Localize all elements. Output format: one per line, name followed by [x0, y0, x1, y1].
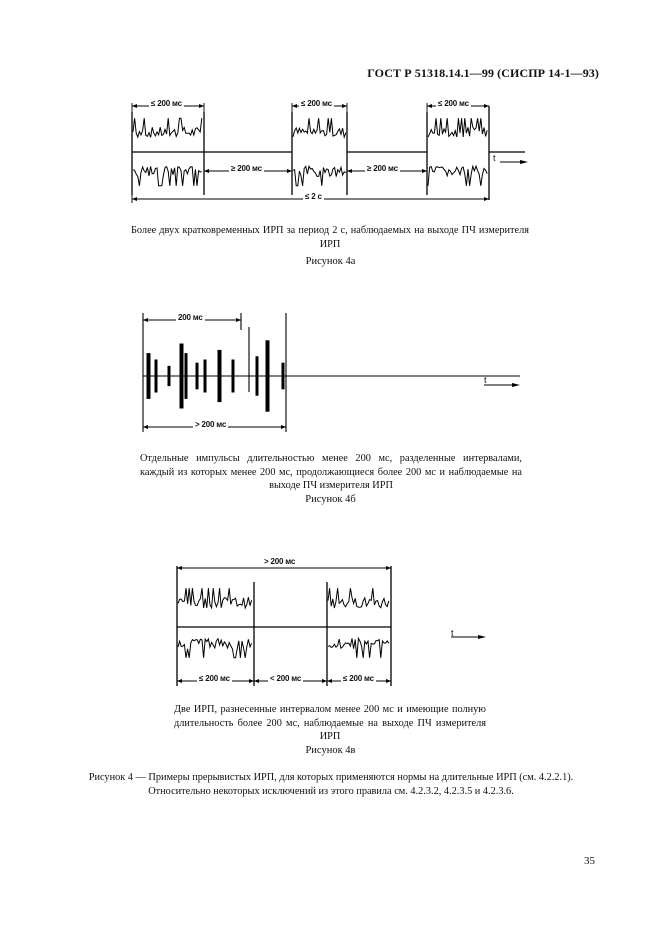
- figure-4c-noise: [178, 588, 389, 658]
- fig4b-caption: Отдельные импульсы длительностью менее 200 мс, разделенные интервалами, каждый из которых менее 200 мс, продолжающиеся более 200 мс и наблюдаемые на выходе ПЧ измерителя ИРП: [140, 453, 522, 491]
- fig4c-burst2-label: ≤ 200 мс: [343, 674, 374, 683]
- page-header: ГОСТ Р 51318.14.1—99 (СИСПР 14-1—93): [367, 66, 599, 80]
- noise-trace: [428, 118, 487, 137]
- pulse-mark: [282, 363, 284, 389]
- fig4a-burst2-label: ≤ 200 мс: [301, 99, 332, 108]
- fig4a-gap1-label: ≥ 200 мс: [231, 164, 262, 173]
- fig4b-bottom-label: > 200 мс: [195, 420, 227, 429]
- noise-trace: [293, 166, 346, 186]
- noise-trace: [428, 166, 487, 186]
- fig4a-burst3-label: ≤ 200 мс: [438, 99, 469, 108]
- noise-trace: [293, 118, 346, 137]
- pulse-mark: [218, 350, 221, 401]
- fig4c-time-axis-label: t: [451, 628, 454, 638]
- fig4b-title: Рисунок 4б: [305, 494, 356, 505]
- fig4a-gap2-label: ≥ 200 мс: [367, 164, 398, 173]
- fig4c-title: Рисунок 4в: [305, 745, 356, 756]
- fig4b-top-label: 200 мс: [178, 313, 203, 322]
- page-number: 35: [584, 855, 595, 867]
- figure-4c-arrows: [177, 566, 486, 683]
- noise-trace: [328, 588, 389, 608]
- pulse-mark: [168, 366, 170, 385]
- pulse-mark: [204, 360, 206, 392]
- figure-4b-lines: [143, 313, 520, 432]
- fig4c-top-label: > 200 мс: [264, 557, 296, 566]
- fig4c-gap-label: < 200 мс: [270, 674, 302, 683]
- pulse-mark: [180, 344, 183, 408]
- noise-trace: [328, 638, 389, 658]
- figure-4b-arrows: [143, 318, 520, 429]
- fig4a-time-axis-label: t: [493, 153, 496, 163]
- fig4a-burst1-label: ≤ 200 мс: [151, 99, 182, 108]
- figure-4c-lines: [177, 566, 391, 686]
- fig4a-title: Рисунок 4а: [305, 256, 356, 267]
- noise-trace: [178, 588, 252, 608]
- pulse-mark: [147, 354, 150, 399]
- pulse-mark: [266, 341, 269, 411]
- fig4a-caption: Более двух кратковременных ИРП за период 2 с, наблюдаемых на выходе ПЧ измерителя ИРП: [131, 225, 529, 250]
- fig4c-burst1-label: ≤ 200 мс: [199, 674, 230, 683]
- pulse-mark: [196, 363, 198, 389]
- figure-4-caption: Рисунок 4 — Примеры прерывистых ИРП, для которых применяются нормы на длительные ИРП (см. 4.2.2.1). Относительно некоторых исключений из этого правила см. 4.2.3.2, 4.2.3.5 и 4.2.3.6.: [88, 772, 574, 797]
- fig4b-time-axis-label: t: [484, 375, 487, 385]
- figure-4a-dimensions: [132, 103, 489, 203]
- pulse-mark: [185, 354, 187, 399]
- pulse-mark: [256, 357, 258, 395]
- figure-4c-dimensions: [177, 568, 480, 681]
- fig4a-total-label: ≤ 2 с: [305, 192, 322, 201]
- noise-trace: [133, 118, 202, 137]
- fig4c-caption: Две ИРП, разнесенные интервалом менее 200 мс и имеющие полную длительность более 200 мс, наблюдаемые на выходе ПЧ измерителя ИРП: [174, 704, 486, 742]
- noise-trace: [178, 639, 252, 658]
- pulse-mark: [155, 360, 157, 392]
- pulse-mark: [232, 360, 234, 392]
- noise-trace: [133, 166, 202, 186]
